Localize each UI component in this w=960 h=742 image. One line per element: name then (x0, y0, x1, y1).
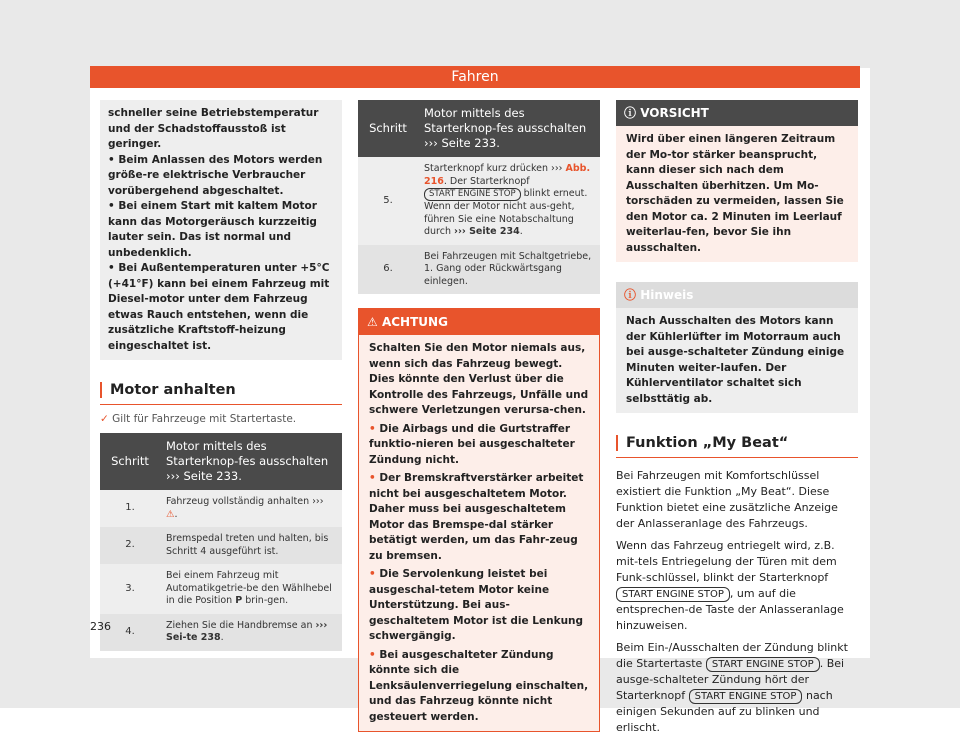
info-circle-icon: ⓘ (624, 106, 637, 120)
warning-intro: Schalten Sie den Motor niemals aus, wenn sich das Fahrzeug bewegt. Dies könnte den Verlust über die Kontrolle des Fahrzeugs, Unfälle und schwere Verletzungen verursa-chen. (369, 342, 589, 416)
paragraph: Bei Fahrzeugen mit Komfortschlüssel existiert die Funktion „My Beat“. Diese Funktion bietet eine zusätzliche Anzeige der Anlasseranlage des Fahrzeugs. (616, 469, 838, 530)
warning-box (358, 308, 600, 732)
table-header-step: Schritt (358, 100, 418, 157)
start-engine-stop-key: START ENGINE STOP (424, 188, 521, 201)
section-body (616, 468, 858, 736)
note-body (616, 308, 858, 413)
warning-title: ACHTUNG (381, 315, 448, 329)
check-icon: ✓ (100, 413, 109, 425)
right-column (616, 100, 858, 742)
start-engine-stop-key: START ENGINE STOP (616, 587, 730, 602)
warning-header (359, 309, 599, 335)
step-text: Fahrzeug vollständig anhalten ››› ⚠. (160, 490, 342, 527)
heading-accent (100, 382, 102, 398)
table-row (100, 614, 342, 651)
intro-box (100, 100, 342, 360)
warning-icon: ⚠ (166, 508, 175, 520)
step-text: Starterknopf kurz drücken ››› Abb. 216. Der Starterknopf START ENGINE STOP blinkt erneut. Wenn der Motor nicht aus-geht, führen Sie eine Notabschaltung durch ››› Seite 234. (418, 157, 600, 245)
applicability-text: Gilt für Fahrzeuge mit Startertaste. (112, 413, 297, 425)
warning-bullet: • Bei ausgeschalteter Zündung könnte sich die Lenksäulenverriegelung einschalten, und das Fahrzeug könnte nicht gesteuert werden. (369, 648, 589, 723)
table-row (358, 157, 600, 245)
step-text: Bei Fahrzeugen mit Schaltgetriebe, 1. Gang oder Rückwärtsgang einlegen. (418, 245, 600, 295)
start-engine-stop-key: START ENGINE STOP (689, 689, 803, 704)
info-square-icon: ⓘ (624, 288, 637, 302)
section-heading (616, 435, 858, 458)
section-heading (100, 382, 342, 405)
steps-table-continued (358, 100, 600, 294)
step-number: 2. (100, 527, 160, 564)
step-text: Bei einem Fahrzeug mit Automatikgetrie-be den Wählhebel in die Position P brin-gen. (160, 564, 342, 614)
caution-text: Wird über einen längeren Zeitraum der Mo-tor stärker beansprucht, kann dieser sich nach dem Ausschalten überhitzen. Um Mo-torschäden zu vermeiden, lassen Sie den Motor ca. 2 Minuten im Leerlauf weiterlau-fen, bevor Sie ihn ausschalten. (626, 133, 844, 254)
start-engine-stop-key: START ENGINE STOP (706, 657, 820, 672)
paragraph: Beim Ein-/Ausschalten der Zündung blinkt die Startertaste START ENGINE STOP . Bei ausge-schalteter Zündung hört der Starterknopf START ENGINE STOP nach einigen Sekunden auf zu blinken und erlischt. (616, 641, 848, 734)
warning-bullet: • Der Bremskraftverstärker arbeitet nicht bei ausgeschaltetem Motor. Daher muss bei ausgeschaltetem Motor das Bremspe-dal stärker betätigt werden, um das Fahr-zeug zu bremsen. (369, 472, 584, 562)
note-box (616, 282, 858, 413)
steps-table (100, 433, 342, 651)
left-column (100, 100, 342, 651)
intro-bullet: • Bei Außentemperaturen unter +5°C (+41°F) kann bei einem Fahrzeug mit Diesel-motor unter dem Fahrzeug etwas Rauch entstehen, wenn die zusätzliche Kraftstoff-heizung eingeschaltet ist. (108, 262, 330, 352)
step-number: 3. (100, 564, 160, 614)
page-reference[interactable]: ››› Seite 234 (454, 226, 520, 237)
table-row (358, 245, 600, 295)
applicability-note (100, 413, 342, 425)
step-number: 1. (100, 490, 160, 527)
table-row (100, 490, 342, 527)
table-header-action: Motor mittels des Starterknop-fes ausschalten ››› Seite 233. (418, 100, 600, 157)
intro-bullet: • Beim Anlassen des Motors werden größe-re elektrische Verbraucher vorübergehend abgeschaltet. (108, 153, 323, 197)
caution-header (616, 100, 858, 126)
chapter-header: Fahren (90, 66, 860, 88)
section-title: Funktion „My Beat“ (626, 435, 789, 451)
table-header-step: Schritt (100, 433, 160, 490)
middle-column (358, 100, 600, 732)
warning-bullet: • Die Servolenkung leistet bei ausgeschal-tetem Motor keine Unterstützung. Bei aus-geschaltetem Motor ist die Lenkung schwergängig. (369, 568, 584, 642)
step-text: Ziehen Sie die Handbremse an ››› Sei-te 238. (160, 614, 342, 651)
note-text: Nach Ausschalten des Motors kann der Kühlerlüfter im Motorraum auch bei ausge-schalteter Zündung einige Minuten weiter-laufen. Der Kühlerventilator schaltet sich selbsttätig ab. (626, 315, 845, 405)
paragraph: Wenn das Fahrzeug entriegelt wird, z.B. mit-tels Entriegelung der Türen mit dem Funk-schlüssel, blinkt der Starterknopf START ENGINE STOP , um auf die entsprechen-de Taste der Anlasseranlage hinzuweisen. (616, 539, 844, 632)
section-title: Motor anhalten (110, 382, 236, 398)
table-header-action: Motor mittels des Starterknop-fes ausschalten ››› Seite 233. (160, 433, 342, 490)
table-row (100, 527, 342, 564)
caution-title: VORSICHT (640, 106, 709, 120)
intro-text: schneller seine Betriebstemperatur und der Schadstoffausstoß ist geringer. (108, 107, 319, 150)
warning-icon: ⚠ (367, 315, 378, 329)
warning-bullet: • Die Airbags und die Gurtstraffer funktio-nieren bei ausgeschalteter Zündung nicht. (369, 422, 575, 466)
intro-bullet: • Bei einem Start mit kaltem Motor kann das Motorgeräusch kurzzeitig lauter sein. Das ist normal und unbedenklich. (108, 200, 317, 259)
step-text: Bremspedal treten und halten, bis Schritt 4 ausgeführt ist. (160, 527, 342, 564)
heading-accent (616, 435, 618, 451)
step-number: 5. (358, 157, 418, 245)
step-number: 6. (358, 245, 418, 295)
caution-body (616, 126, 858, 262)
page-number: 236 (90, 620, 111, 633)
step-number: 4. (100, 614, 160, 651)
note-header (616, 282, 858, 308)
caution-box (616, 100, 858, 262)
figure-link[interactable]: Abb. 216 (424, 163, 591, 187)
warning-body (359, 335, 599, 731)
note-title: Hinweis (640, 288, 694, 302)
table-row (100, 564, 342, 614)
